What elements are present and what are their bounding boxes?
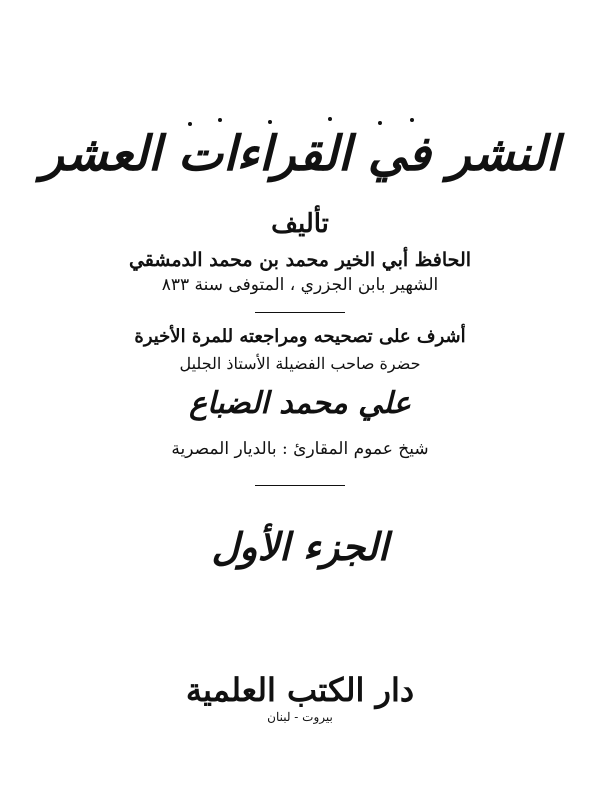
- supervision-statement: أشرف على تصحيحه ومراجعته للمرة الأخيرة: [134, 326, 466, 347]
- scholar-title: شيخ عموم المقارئ : بالديار المصرية: [171, 439, 429, 459]
- authorship-label: تأليف: [271, 209, 329, 239]
- volume-label: الجزء الأول: [211, 524, 389, 569]
- scholar-name: علي محمد الضباع: [189, 386, 411, 421]
- author-known-as: الشهير بابن الجزري ، المتوفى سنة ٨٣٣: [161, 275, 439, 295]
- divider-rule: [255, 485, 345, 486]
- publisher-name: دار الكتب العلمية: [185, 671, 415, 709]
- publisher-city: بيروت - لبنان: [267, 710, 333, 724]
- book-title: النشر في القراءات العشر: [40, 126, 560, 182]
- author-name: الحافظ أبي الخير محمد بن محمد الدمشقي: [128, 249, 472, 271]
- divider-rule: [255, 312, 345, 313]
- honorific-line: حضرة صاحب الفضيلة الأستاذ الجليل: [179, 354, 421, 373]
